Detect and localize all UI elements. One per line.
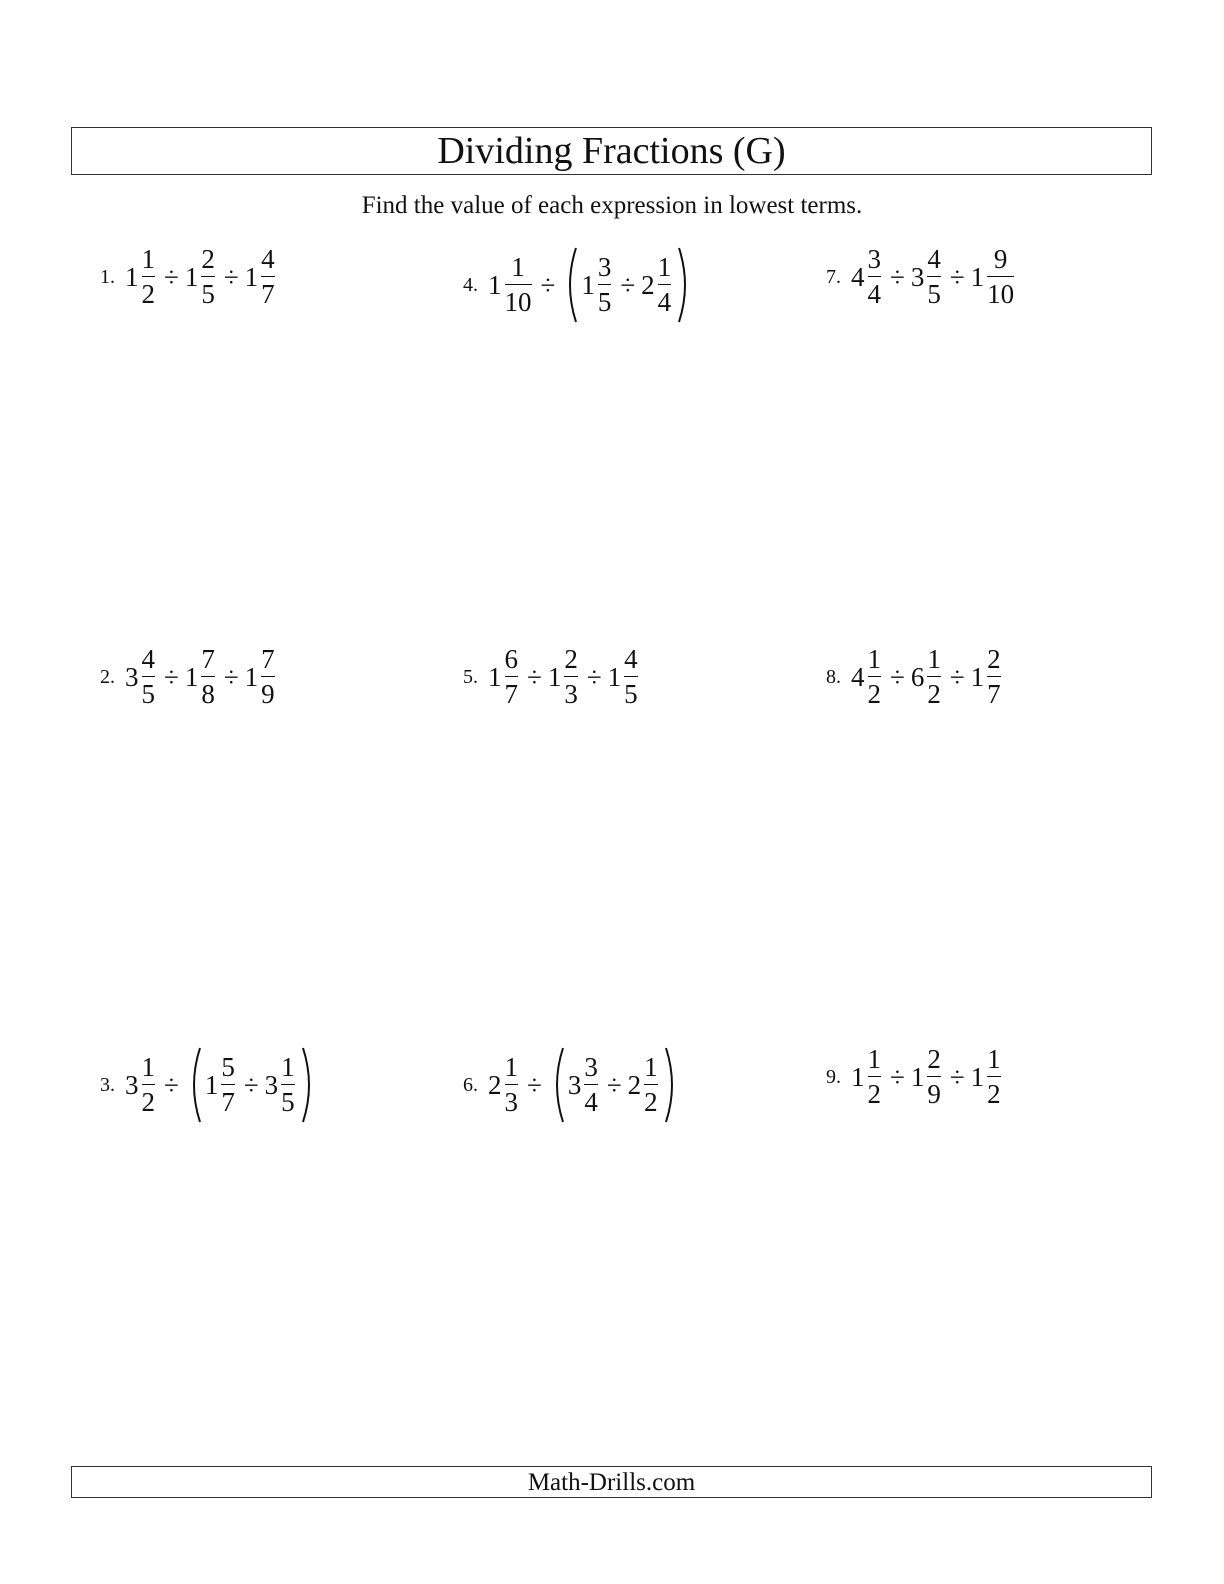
fraction bbox=[140, 246, 158, 308]
whole-part: 6 bbox=[910, 661, 925, 692]
numerator: 3 bbox=[597, 252, 612, 282]
divide-operator: ÷ bbox=[890, 1061, 905, 1092]
denominator: 2 bbox=[644, 1084, 658, 1116]
mixed-number bbox=[641, 254, 674, 316]
numerator: 1 bbox=[987, 1044, 1001, 1074]
divide-operator: ÷ bbox=[243, 1069, 259, 1100]
problem-number: 6. bbox=[463, 1074, 478, 1096]
divide-operator: ÷ bbox=[586, 661, 602, 692]
problem-number: 7. bbox=[826, 266, 841, 288]
whole-part: 3 bbox=[567, 1069, 582, 1100]
whole-part: 1 bbox=[488, 661, 502, 692]
numerator: 1 bbox=[504, 1052, 518, 1082]
problem-number: 3. bbox=[100, 1074, 115, 1096]
denominator: 5 bbox=[201, 276, 215, 308]
fraction bbox=[985, 646, 1003, 708]
numerator: 4 bbox=[261, 244, 275, 274]
numerator: 1 bbox=[867, 644, 881, 674]
footer-box bbox=[71, 1466, 1152, 1498]
problem-4 bbox=[463, 246, 694, 324]
fraction bbox=[199, 246, 217, 308]
mixed-number bbox=[185, 246, 218, 308]
denominator: 7 bbox=[505, 676, 519, 708]
whole-part: 1 bbox=[970, 261, 985, 292]
numerator: 1 bbox=[657, 252, 672, 282]
divide-operator: ÷ bbox=[890, 261, 905, 292]
denominator: 8 bbox=[201, 676, 215, 708]
mixed-number bbox=[488, 254, 535, 316]
whole-part: 1 bbox=[204, 1069, 219, 1100]
denominator: 9 bbox=[927, 1076, 941, 1108]
whole-part: 2 bbox=[627, 1069, 642, 1100]
mixed-number bbox=[245, 646, 278, 708]
denominator: 7 bbox=[221, 1084, 235, 1116]
problem-number: 1. bbox=[100, 266, 115, 288]
whole-part: 1 bbox=[851, 1061, 865, 1092]
fraction bbox=[866, 1046, 884, 1108]
denominator: 2 bbox=[987, 1076, 1001, 1108]
denominator: 5 bbox=[624, 676, 638, 708]
denominator: 4 bbox=[658, 284, 672, 316]
whole-part: 1 bbox=[910, 1061, 925, 1092]
whole-part: 1 bbox=[125, 261, 139, 292]
instructions: Find the value of each expression in lowest terms. bbox=[361, 192, 863, 219]
fraction bbox=[582, 1054, 600, 1116]
numerator: 1 bbox=[281, 1052, 295, 1082]
mixed-number bbox=[911, 1046, 944, 1108]
fraction bbox=[503, 1054, 521, 1116]
denominator: 2 bbox=[868, 676, 882, 708]
problem-1 bbox=[100, 246, 278, 308]
fraction bbox=[140, 646, 158, 708]
left-paren bbox=[187, 1046, 203, 1124]
mixed-number bbox=[488, 1054, 521, 1116]
mixed-number bbox=[971, 1046, 1004, 1108]
fraction bbox=[259, 646, 277, 708]
footer-text: Math-Drills.com bbox=[527, 1468, 696, 1496]
whole-part: 1 bbox=[244, 661, 259, 692]
divide-operator: ÷ bbox=[223, 661, 239, 692]
denominator: 2 bbox=[142, 276, 156, 308]
title-box bbox=[71, 127, 1152, 175]
numerator: 5 bbox=[221, 1052, 235, 1082]
whole-part: 1 bbox=[244, 261, 259, 292]
denominator: 4 bbox=[868, 276, 882, 308]
whole-part: 1 bbox=[488, 269, 502, 300]
numerator: 7 bbox=[261, 644, 275, 674]
divide-operator: ÷ bbox=[164, 661, 179, 692]
mixed-number bbox=[971, 246, 1018, 308]
fraction bbox=[925, 1046, 943, 1108]
numerator: 4 bbox=[927, 244, 941, 274]
problem-number: 4. bbox=[463, 274, 478, 296]
problem-6 bbox=[463, 1046, 681, 1124]
denominator: 2 bbox=[927, 676, 941, 708]
whole-part: 1 bbox=[547, 661, 562, 692]
fraction bbox=[925, 646, 943, 708]
numerator: 2 bbox=[927, 1044, 941, 1074]
numerator: 1 bbox=[927, 644, 941, 674]
denominator: 10 bbox=[987, 276, 1014, 308]
whole-part: 1 bbox=[970, 1061, 985, 1092]
divide-operator: ÷ bbox=[620, 269, 636, 300]
whole-part: 1 bbox=[184, 661, 199, 692]
divide-operator: ÷ bbox=[949, 261, 965, 292]
denominator: 4 bbox=[584, 1084, 598, 1116]
whole-part: 4 bbox=[851, 261, 865, 292]
divide-operator: ÷ bbox=[540, 269, 556, 300]
fraction bbox=[503, 254, 534, 316]
problem-number: 9. bbox=[826, 1066, 841, 1088]
fraction bbox=[140, 1054, 158, 1116]
fraction bbox=[596, 254, 614, 316]
divide-operator: ÷ bbox=[527, 1069, 542, 1100]
whole-part: 2 bbox=[641, 269, 655, 300]
divide-operator: ÷ bbox=[949, 1061, 965, 1092]
whole-part: 1 bbox=[581, 269, 595, 300]
mixed-number bbox=[628, 1054, 661, 1116]
fraction bbox=[866, 646, 884, 708]
divide-operator: ÷ bbox=[949, 661, 965, 692]
denominator: 5 bbox=[142, 676, 156, 708]
numerator: 1 bbox=[644, 1052, 658, 1082]
fraction bbox=[562, 646, 580, 708]
mixed-number bbox=[488, 646, 521, 708]
numerator: 4 bbox=[624, 644, 638, 674]
numerator: 2 bbox=[564, 644, 578, 674]
mixed-number bbox=[185, 646, 218, 708]
divide-operator: ÷ bbox=[606, 1069, 622, 1100]
denominator: 9 bbox=[261, 676, 275, 708]
divide-operator: ÷ bbox=[890, 661, 905, 692]
problem-number: 5. bbox=[463, 666, 478, 688]
denominator: 7 bbox=[261, 276, 275, 308]
mixed-number bbox=[851, 1046, 884, 1108]
numerator: 1 bbox=[141, 244, 155, 274]
numerator: 7 bbox=[201, 644, 215, 674]
numerator: 2 bbox=[987, 644, 1001, 674]
right-paren bbox=[663, 1046, 679, 1124]
mixed-number bbox=[568, 1054, 601, 1116]
numerator: 1 bbox=[511, 252, 525, 282]
numerator: 3 bbox=[867, 244, 881, 274]
mixed-number bbox=[851, 646, 884, 708]
fraction bbox=[656, 254, 674, 316]
fraction bbox=[279, 1054, 297, 1116]
whole-part: 3 bbox=[125, 661, 139, 692]
divide-operator: ÷ bbox=[527, 661, 542, 692]
numerator: 9 bbox=[993, 244, 1008, 274]
problem-5 bbox=[463, 646, 641, 708]
mixed-number bbox=[608, 646, 641, 708]
mixed-number bbox=[581, 254, 614, 316]
whole-part: 3 bbox=[910, 261, 925, 292]
mixed-number bbox=[548, 646, 581, 708]
mixed-number bbox=[125, 646, 158, 708]
denominator: 5 bbox=[598, 284, 612, 316]
problem-number: 8. bbox=[826, 666, 841, 688]
whole-part: 1 bbox=[970, 661, 985, 692]
numerator: 3 bbox=[584, 1052, 598, 1082]
mixed-number bbox=[971, 646, 1004, 708]
fraction bbox=[925, 246, 943, 308]
whole-part: 3 bbox=[125, 1069, 139, 1100]
whole-part: 1 bbox=[184, 261, 199, 292]
fraction bbox=[199, 646, 217, 708]
denominator: 5 bbox=[927, 276, 941, 308]
whole-part: 4 bbox=[851, 661, 865, 692]
denominator: 3 bbox=[505, 1084, 519, 1116]
right-paren bbox=[676, 246, 692, 324]
numerator: 4 bbox=[141, 644, 155, 674]
right-paren bbox=[300, 1046, 316, 1124]
fraction bbox=[866, 246, 884, 308]
denominator: 10 bbox=[505, 284, 532, 316]
left-paren bbox=[563, 246, 579, 324]
mixed-number bbox=[911, 246, 944, 308]
fraction bbox=[985, 246, 1016, 308]
denominator: 2 bbox=[868, 1076, 882, 1108]
denominator: 3 bbox=[564, 676, 578, 708]
mixed-number bbox=[851, 246, 884, 308]
fraction bbox=[985, 1046, 1003, 1108]
fraction bbox=[219, 1054, 237, 1116]
whole-part: 3 bbox=[264, 1069, 279, 1100]
divide-operator: ÷ bbox=[164, 261, 179, 292]
left-paren bbox=[550, 1046, 566, 1124]
problem-3 bbox=[100, 1046, 318, 1124]
page-title: Dividing Fractions (G) bbox=[437, 130, 786, 172]
fraction bbox=[642, 1054, 660, 1116]
numerator: 1 bbox=[141, 1052, 155, 1082]
whole-part: 1 bbox=[607, 661, 622, 692]
divide-operator: ÷ bbox=[223, 261, 239, 292]
denominator: 2 bbox=[142, 1084, 156, 1116]
mixed-number bbox=[245, 246, 278, 308]
denominator: 7 bbox=[987, 676, 1001, 708]
fraction bbox=[622, 646, 640, 708]
problem-2 bbox=[100, 646, 278, 708]
mixed-number bbox=[911, 646, 944, 708]
problem-9 bbox=[826, 1046, 1004, 1108]
numerator: 2 bbox=[201, 244, 215, 274]
numerator: 1 bbox=[867, 1044, 881, 1074]
problem-8 bbox=[826, 646, 1004, 708]
whole-part: 2 bbox=[488, 1069, 502, 1100]
mixed-number bbox=[265, 1054, 298, 1116]
mixed-number bbox=[125, 246, 158, 308]
fraction bbox=[259, 246, 277, 308]
fraction bbox=[503, 646, 521, 708]
divide-operator: ÷ bbox=[164, 1069, 179, 1100]
problem-7 bbox=[826, 246, 1017, 308]
mixed-number bbox=[125, 1054, 158, 1116]
problem-number: 2. bbox=[100, 666, 115, 688]
mixed-number bbox=[205, 1054, 238, 1116]
denominator: 5 bbox=[281, 1084, 295, 1116]
numerator: 6 bbox=[504, 644, 518, 674]
